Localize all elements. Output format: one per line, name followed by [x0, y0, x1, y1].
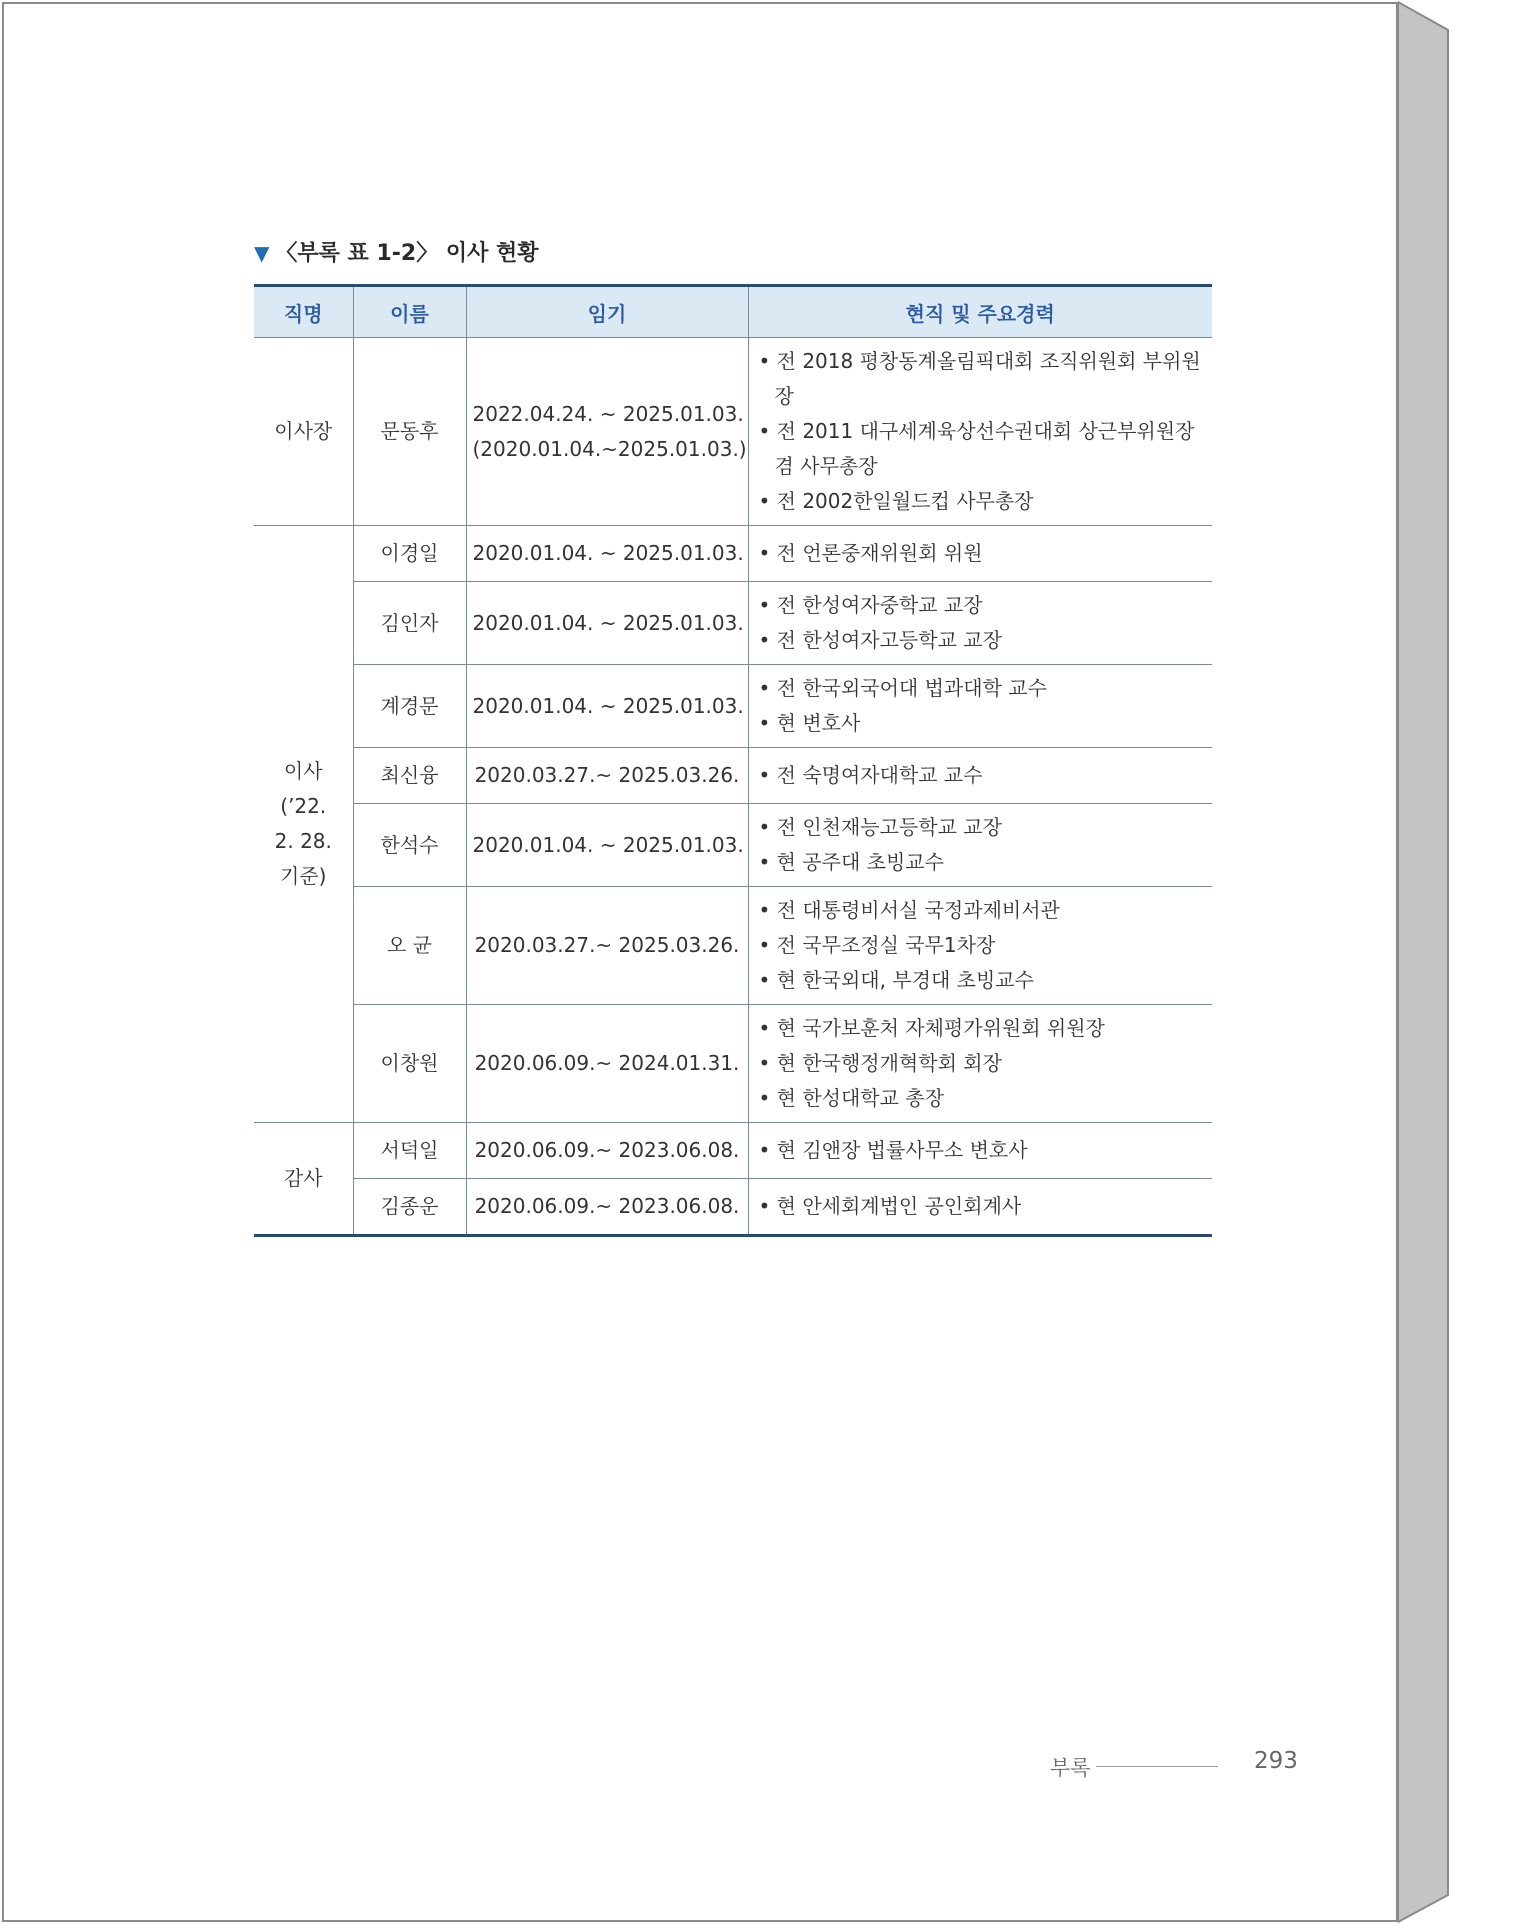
- position-director-line: (’22.: [280, 794, 327, 818]
- footer-rule: [1096, 1766, 1218, 1767]
- career-list: [748, 1123, 1212, 1179]
- career-list: [748, 887, 1212, 1005]
- career-list: [748, 582, 1212, 665]
- member-name: 한석수: [353, 804, 466, 887]
- career-item: • 전 2018 평창동계올림픽대회 조직위원회 부위원장: [759, 344, 1203, 414]
- header-career: 현직 및 주요경력: [748, 286, 1212, 338]
- term-line: 2022.04.24. ~ 2025.01.03.: [472, 401, 744, 426]
- career-item: • 현 한국행정개혁학회 회장: [759, 1046, 1203, 1081]
- member-name: 오 균: [353, 887, 466, 1005]
- career-item: • 현 국가보훈처 자체평가위원회 위원장: [759, 1011, 1203, 1046]
- table-row: [254, 748, 1212, 804]
- position-director-line: 이사: [283, 759, 323, 783]
- page-number: 293: [1254, 1748, 1298, 1774]
- position-director: [254, 526, 353, 1123]
- term-line: 2020.03.27.~ 2025.03.26.: [474, 763, 740, 787]
- member-name: 최신융: [353, 748, 466, 804]
- term-line: 2020.06.09.~ 2024.01.31.: [474, 1051, 740, 1075]
- career-list: [748, 748, 1212, 804]
- table-row: [254, 1123, 1212, 1179]
- page-edge-shadow: [1398, 0, 1458, 1926]
- career-item: • 현 안세회계법인 공인회계사: [759, 1189, 1203, 1224]
- career-list: [748, 1005, 1212, 1123]
- career-item: • 현 한국외대, 부경대 초빙교수: [759, 963, 1203, 998]
- member-name: 계경문: [353, 665, 466, 748]
- triangle-marker-icon: ▼: [254, 241, 270, 265]
- board-members-table: [254, 284, 1212, 1237]
- table-row: [254, 887, 1212, 1005]
- career-list: [748, 1179, 1212, 1236]
- career-item: • 현 변호사: [759, 706, 1203, 741]
- position-director-line: 기준): [280, 864, 327, 888]
- table-row: [254, 1005, 1212, 1123]
- career-item: • 전 한성여자중학교 교장: [759, 588, 1203, 623]
- member-name: 이창원: [353, 1005, 466, 1123]
- career-item: • 전 한국외국어대 법과대학 교수: [759, 671, 1203, 706]
- table-row: [254, 1179, 1212, 1236]
- career-item: • 전 인천재능고등학교 교장: [759, 810, 1203, 845]
- career-item: • 전 대통령비서실 국정과제비서관: [759, 893, 1203, 928]
- member-name: 김종운: [353, 1179, 466, 1236]
- term-period: [466, 1179, 748, 1236]
- member-name: 이경일: [353, 526, 466, 582]
- term-line: 2020.01.04. ~ 2025.01.03.: [472, 541, 744, 565]
- term-line: 2020.03.27.~ 2025.03.26.: [474, 933, 740, 957]
- term-line: 2020.06.09.~ 2023.06.08.: [474, 1138, 740, 1162]
- header-name: 이름: [353, 286, 466, 338]
- career-item: • 전 2011 대구세계육상선수권대회 상근부위원장겸 사무총장: [759, 414, 1203, 484]
- table-body: [254, 338, 1212, 1236]
- term-line: 2020.01.04. ~ 2025.01.03.: [472, 832, 744, 857]
- member-name: 문동후: [353, 338, 466, 526]
- table-row: [254, 665, 1212, 748]
- term-period: [466, 665, 748, 748]
- term-line: 2020.06.09.~ 2023.06.08.: [474, 1194, 740, 1218]
- table-row: [254, 526, 1212, 582]
- position-chairman: 이사장: [254, 338, 353, 526]
- header-term: 임기: [466, 286, 748, 338]
- term-period: [466, 887, 748, 1005]
- career-list: [748, 338, 1212, 526]
- career-item: • 현 한성대학교 총장: [759, 1081, 1203, 1116]
- table-title: [254, 236, 539, 267]
- career-list: [748, 665, 1212, 748]
- term-line: 2020.01.04. ~ 2025.01.03.: [472, 693, 744, 718]
- member-name: 서덕일: [353, 1123, 466, 1179]
- term-period: [466, 582, 748, 665]
- career-item: • 전 국무조정실 국무1차장: [759, 928, 1203, 963]
- career-list: [748, 804, 1212, 887]
- table-row: [254, 804, 1212, 887]
- term-period: [466, 1005, 748, 1123]
- footer-label: 부록: [1050, 1756, 1091, 1780]
- term-line: (2020.01.04.~2025.01.03.): [472, 436, 747, 461]
- term-line: 2020.01.04. ~ 2025.01.03.: [472, 610, 744, 635]
- term-period: [466, 338, 748, 526]
- position-auditor: 감사: [254, 1123, 353, 1236]
- career-item: • 전 2002한일월드컵 사무총장: [759, 484, 1203, 519]
- career-list: [748, 526, 1212, 582]
- table-row: [254, 338, 1212, 526]
- term-period: [466, 748, 748, 804]
- header-position: 직명: [254, 286, 353, 338]
- career-item: • 현 김앤장 법률사무소 변호사: [759, 1133, 1203, 1168]
- position-director-line: 2. 28.: [274, 829, 332, 853]
- term-period: [466, 1123, 748, 1179]
- header-row: [254, 286, 1212, 338]
- member-name: 김인자: [353, 582, 466, 665]
- career-item: • 전 언론중재위원회 위원: [759, 536, 1203, 571]
- career-item: • 전 한성여자고등학교 교장: [759, 623, 1203, 658]
- term-period: [466, 526, 748, 582]
- table-title-text: 〈부록 표 1-2〉 이사 현황: [275, 241, 539, 266]
- table-row: [254, 582, 1212, 665]
- term-period: [466, 804, 748, 887]
- career-item: • 전 숙명여자대학교 교수: [759, 758, 1203, 793]
- career-item: • 현 공주대 초빙교수: [759, 845, 1203, 880]
